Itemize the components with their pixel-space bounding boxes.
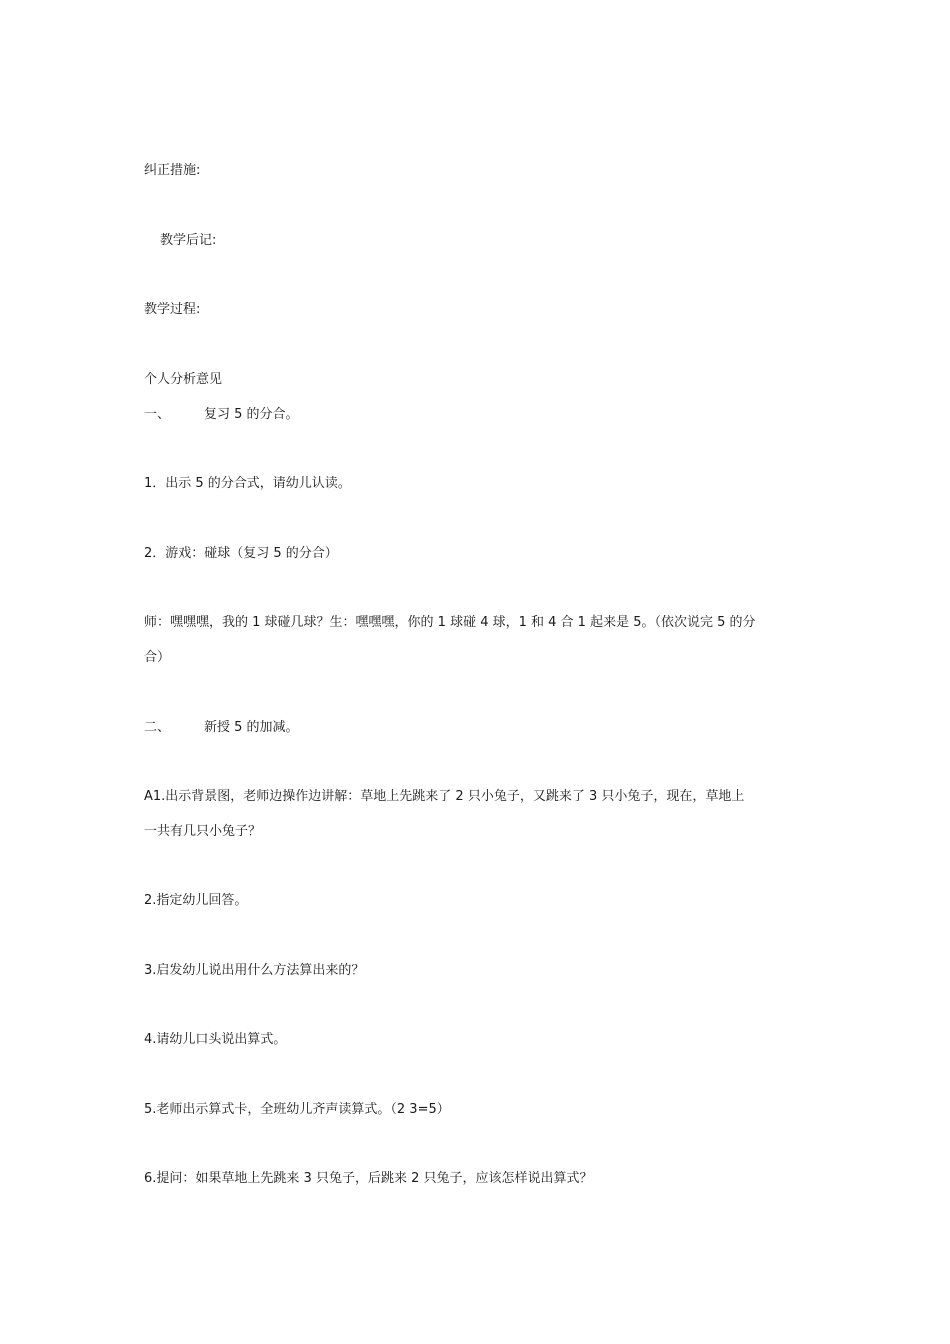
list-item: 3.启发幼儿说出用什么方法算出来的？: [144, 963, 365, 978]
list-item: 6.提问：如果草地上先跳来 3 只兔子，后跳来 2 只兔子，应该怎样说出算式？: [144, 1171, 593, 1186]
dialogue-paragraph-line: 师：嘿嘿嘿，我的 1 球碰几球？生：嘿嘿嘿，你的 1 球碰 4 球，1 和 4 合 1 起来是 5。（依次说完 5 的分: [144, 615, 756, 630]
process-heading: 教学过程:: [144, 302, 201, 317]
postscript-heading: 教学后记:: [160, 233, 217, 248]
list-item: 5.老师出示算式卡，全班幼儿齐声读算式。（2 3=5）: [144, 1102, 450, 1117]
correction-heading: 纠正措施:: [144, 163, 201, 178]
list-item: 4.请幼儿口头说出算式。: [144, 1032, 287, 1047]
list-item-line: 一共有几只小兔子？: [144, 824, 262, 839]
list-item: 2．游戏：碰球（复习 5 的分合）: [144, 546, 338, 561]
dialogue-paragraph-line: 合）: [144, 650, 171, 665]
section-title: 复习 5 的分合。: [204, 407, 299, 422]
list-item-line: A1.出示背景图，老师边操作边讲解：草地上先跳来了 2 只小兔子，又跳来了 3 只小兔子，现在，草地上: [144, 789, 745, 804]
section-title: 新授 5 的加减。: [204, 720, 299, 735]
section-number: 二、: [144, 720, 171, 735]
section-number: 一、: [144, 407, 171, 422]
section-heading-review: [144, 405, 299, 425]
list-item: 1．出示 5 的分合式，请幼儿认读。: [144, 476, 351, 491]
list-item: 2.指定幼儿回答。: [144, 893, 248, 908]
analysis-heading: 个人分析意见: [144, 372, 223, 387]
section-heading-new-lesson: [144, 718, 299, 738]
